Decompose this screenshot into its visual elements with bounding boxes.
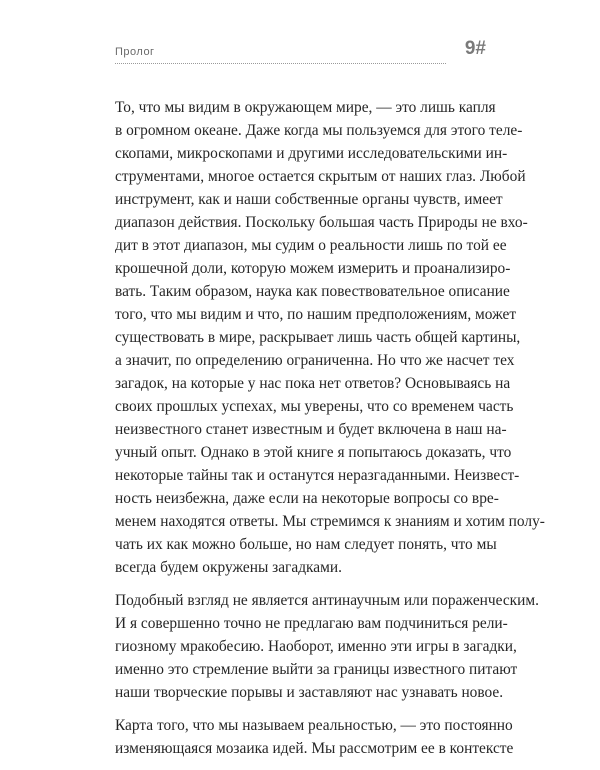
page-header [115,40,486,66]
text-line: скопами, микроскопами и другими исследовательскими ин- [115,145,508,162]
text-line: гиозному мракобесию. Наоборот, именно эти игры в загадки, [115,638,517,655]
text-line: учный опыт. Однако в этой книге я попытаюсь доказать, что [115,444,512,461]
text-line: И я совершенно точно не предлагаю вам подчиниться рели- [115,615,508,632]
text-line: загадок, на которые у нас пока нет ответов? Основываясь на [115,375,511,392]
text-line: вать. Таким образом, наука как повествовательное описание [115,283,510,300]
text-line: некоторые тайны так и останутся неразгаданными. Неизвест- [115,467,520,484]
text-line: крошечной доли, которую можем измерить и проанализиро- [115,260,511,277]
body-text [115,96,545,770]
text-line: струментами, многое остается скрытым от наших глаз. Любой [115,168,526,185]
text-line: своих прошлых успехах, мы уверены, что со временем часть [115,398,514,415]
text-line: чать их как можно больше, но нам следует понять, что мы [115,536,497,553]
text-line: именно это стремление выйти за границы известного питают [115,661,518,678]
paragraph [115,714,514,760]
text-line: ность неизбежна, даже если на некоторые вопросы со вре- [115,490,499,507]
text-line: Подобный взгляд не является антинаучным или пораженческим. [115,592,539,609]
text-line: инструмент, как и наши собственные органы чувств, имеет [115,191,503,208]
text-line: в огромном океане. Даже когда мы пользуемся для этого теле- [115,122,523,139]
text-line: диапазон действия. Поскольку большая часть Природы не вхо- [115,214,528,231]
text-line: всегда будем окружены загадками. [115,559,342,576]
text-line: того, что мы видим и что, по нашим предположениям, может [115,306,517,323]
text-line: существовать в мире, раскрывает лишь часть общей картины, [115,329,521,346]
paragraph [115,96,545,579]
text-line: наши творческие порывы и заставляют нас узнавать новое. [115,684,504,701]
text-line: Карта того, что мы называем реальностью, — это постоянно [115,717,513,734]
section-title: Пролог [115,46,155,58]
text-line: неизвестного станет известным и будет включена в наш на- [115,421,507,438]
header-divider [115,63,446,64]
text-line: дит в этот диапазон, мы судим о реальности лишь по той ее [115,237,507,254]
page-number: 9# [464,38,486,59]
text-line: а значит, по определению ограниченна. Но что же насчет тех [115,352,515,369]
text-line: менем находятся ответы. Мы стремимся к знаниям и хотим полу- [115,513,545,530]
text-line: То, что мы видим в окружающем мире, — это лишь капля [115,99,496,116]
text-line: изменяющаяся мозаика идей. Мы рассмотрим ее в контексте [115,740,514,757]
paragraph [115,589,539,704]
